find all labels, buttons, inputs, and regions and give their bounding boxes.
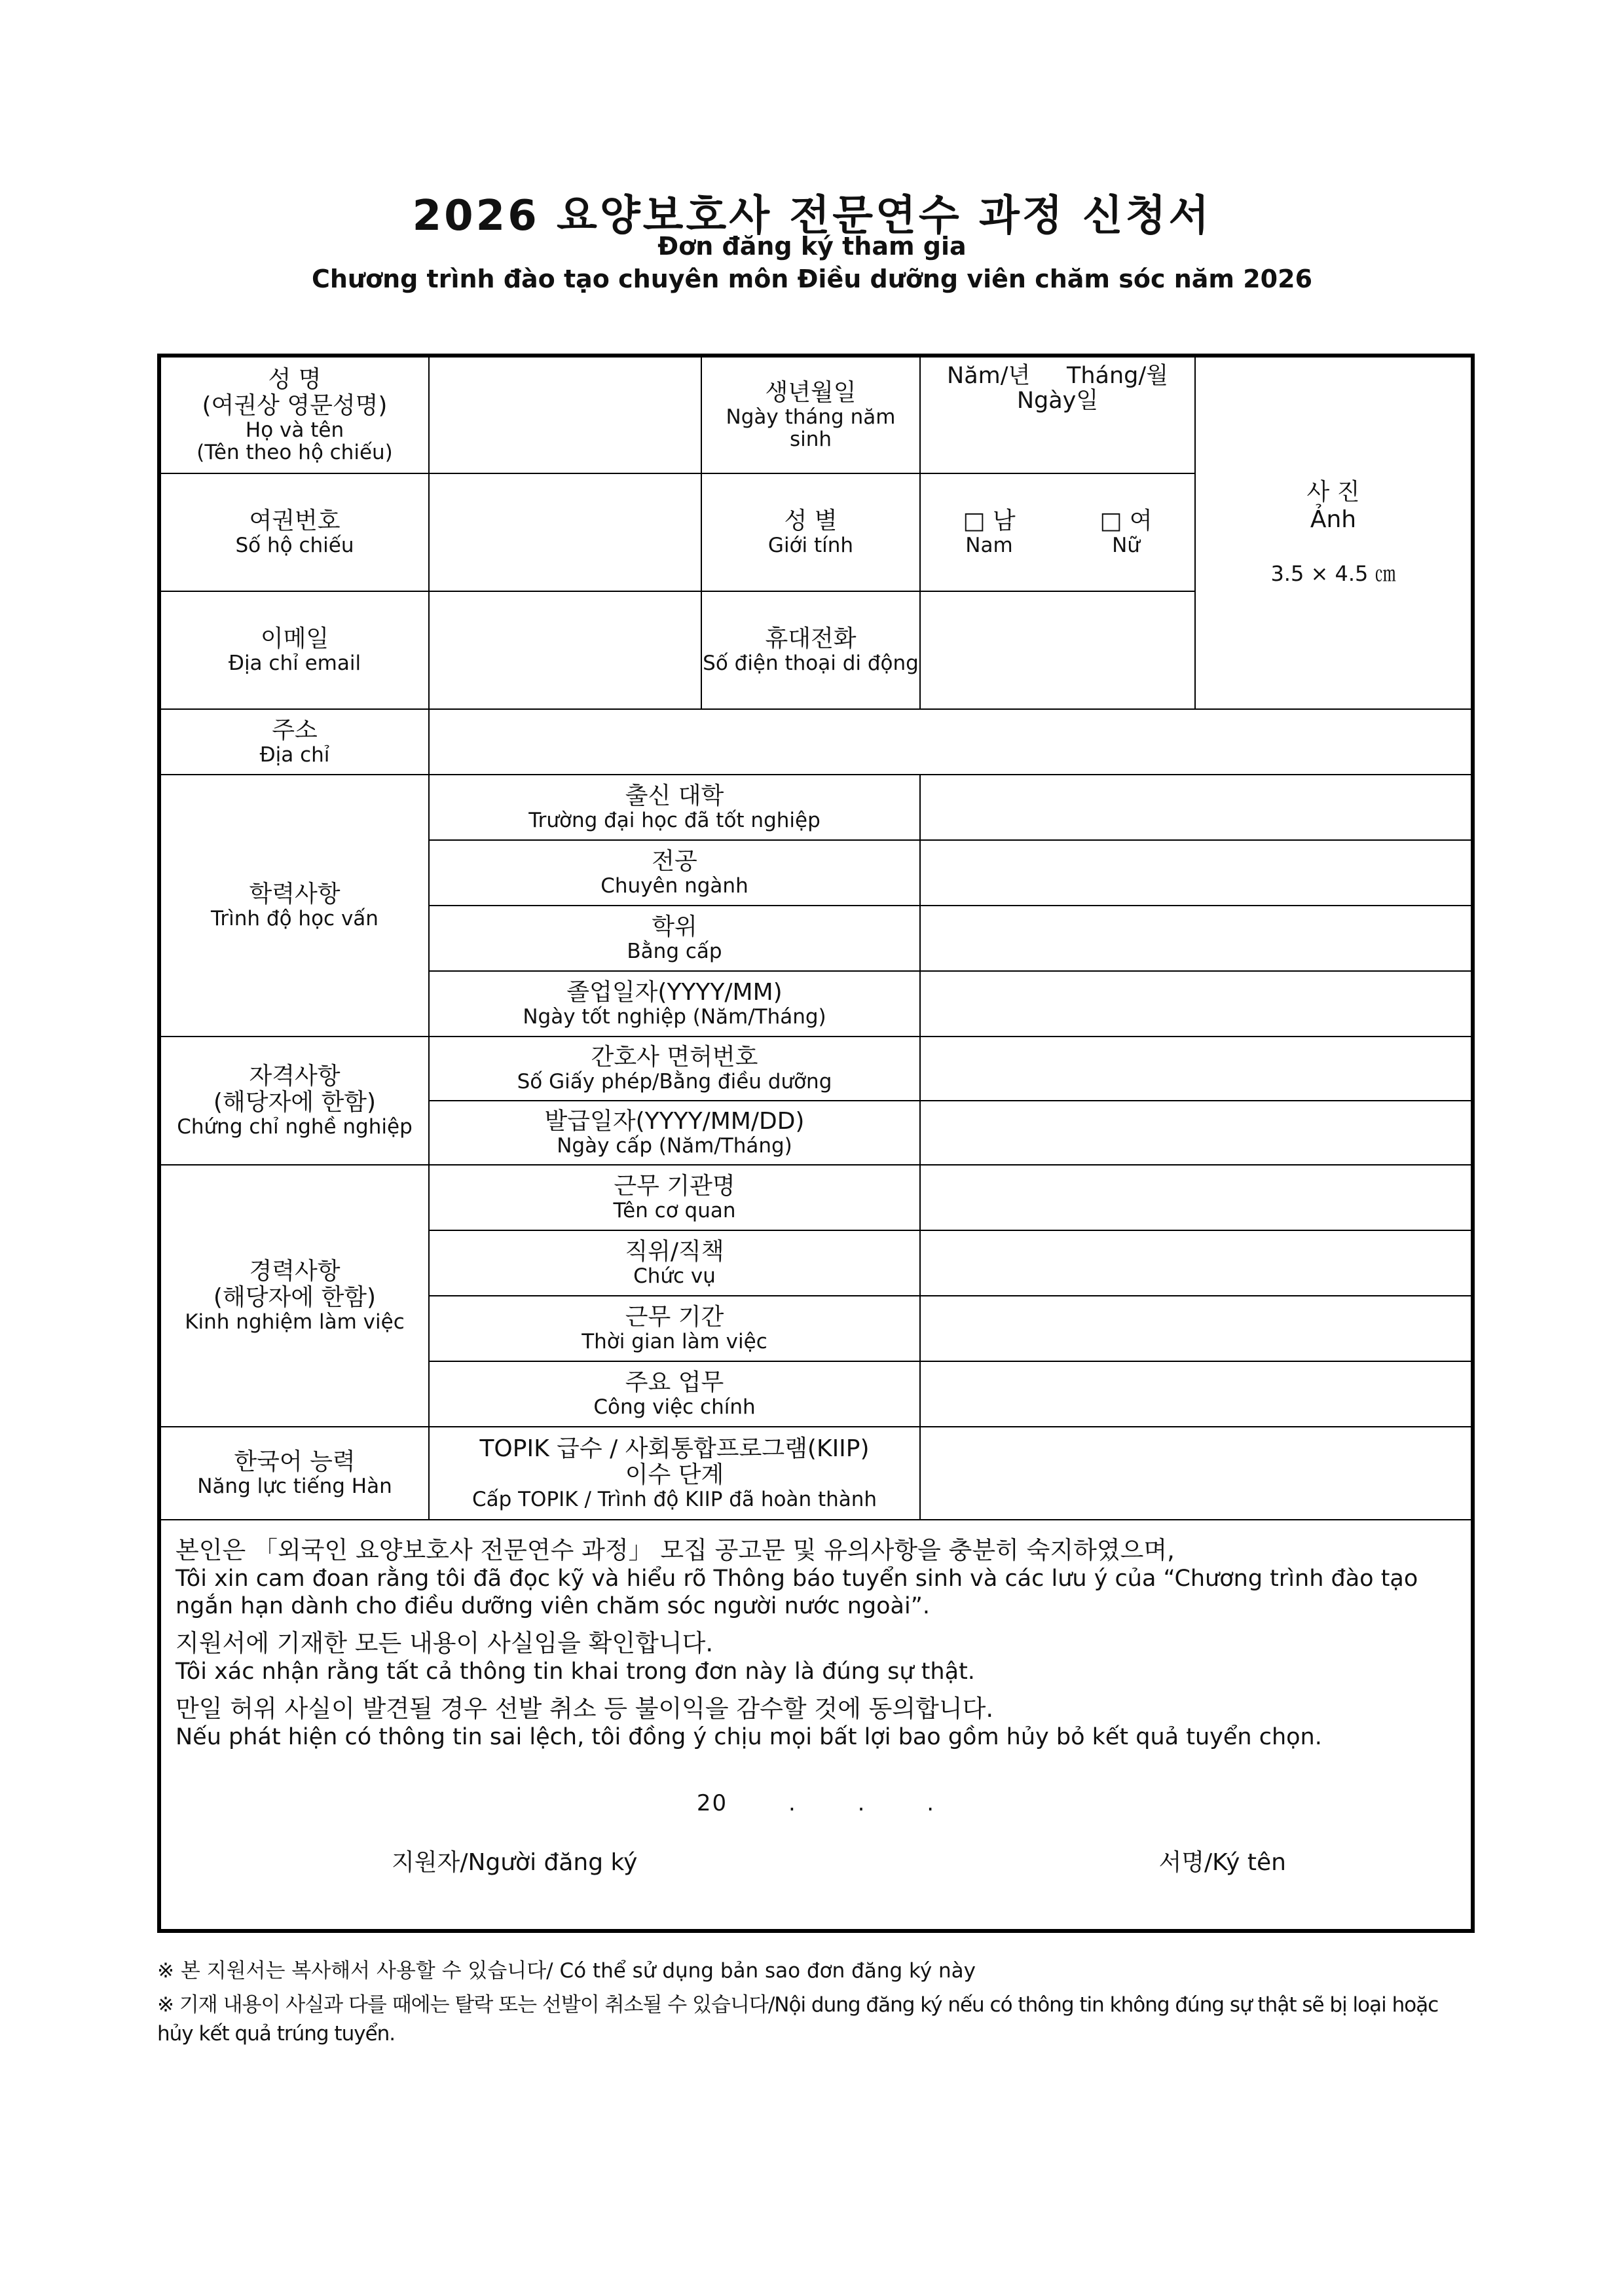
declaration-p1-vi: Tôi xin cam đoan rằng tôi đã đọc kỹ và hiểu rõ Thông báo tuyển sinh và các lưu ý của “Chương trình đào tạo ngắn hạn dành cho điều dưỡng viên chăm sóc người nước ngoài”.: [175, 1566, 1418, 1619]
address-label: [159, 709, 429, 775]
date-year: 20: [696, 1790, 728, 1816]
license-number-label-ko: 간호사 면허번호: [591, 1044, 758, 1071]
note-false-information: ※ 기재 내용이 사실과 다를 때에는 탈락 또는 선발이 취소될 수 있습니다/Nội dung đăng ký nếu có thông tin không đúng sự thật sẽ bị loại hoặc hủy kết quả trúng tuyển.: [157, 1993, 1439, 2046]
education-university-input[interactable]: [920, 775, 1473, 840]
korean-level-label: [429, 1427, 920, 1520]
application-form-table: [157, 354, 1475, 1933]
declaration-section: [159, 1520, 1473, 1931]
gender-input: [920, 473, 1195, 591]
position-label-ko: 직위/직책: [625, 1238, 724, 1265]
dob-label-ko: 생년월일: [765, 379, 857, 406]
form-title-korean: 2026 요양보호사 전문연수 과정 신청서: [412, 192, 1212, 240]
form-title-vietnamese-2: Chương trình đào tạo chuyên môn Điều dưỡng viên chăm sóc năm 2026: [311, 265, 1313, 293]
applicant-label: 지원자/Người đăng ký: [392, 1849, 638, 1876]
phone-input[interactable]: [920, 591, 1195, 709]
date-dot-3: .: [927, 1790, 936, 1816]
passport-label-vi: Số hộ chiếu: [235, 534, 354, 557]
gender-label: [701, 473, 920, 591]
gender-female-label: □ 여: [1099, 507, 1153, 534]
date-line[interactable]: [175, 1790, 1456, 1816]
passport-input[interactable]: [429, 473, 701, 591]
email-label: [159, 591, 429, 709]
form-title-vietnamese-1: Đơn đăng ký tham gia: [657, 232, 967, 261]
email-label-vi: Địa chỉ email: [228, 652, 361, 675]
education-label: [159, 775, 429, 1037]
korean-ability-label: [159, 1427, 429, 1520]
declaration-p2-ko: 지원서에 기재한 모든 내용이 사실임을 확인합니다.: [175, 1629, 714, 1657]
gender-male-checkbox[interactable]: [963, 508, 1015, 557]
license-issue-date-label-ko: 발급일자(YYYY/MM/DD): [544, 1108, 805, 1135]
declaration-p1-ko: 본인은 「외국인 요양보호사 전문연수 과정」 모집 공고문 및 유의사항을 충분히 숙지하였으며,: [175, 1536, 1175, 1564]
career-label-ko2: (해당자에 한함): [213, 1284, 377, 1311]
name-label: [159, 356, 429, 473]
korean-ability-label-vi: Năng lực tiếng Hàn: [197, 1475, 392, 1498]
organization-label-ko: 근무 기관명: [614, 1173, 735, 1200]
passport-label: [159, 473, 429, 591]
license-label-ko2: (해당자에 한함): [213, 1089, 377, 1116]
license-label-vi: Chứng chỉ nghề nghiệp: [177, 1115, 413, 1139]
photo-label-ko: 사 진: [1306, 479, 1360, 505]
address-label-ko: 주소: [272, 717, 318, 744]
education-major-input[interactable]: [920, 840, 1473, 906]
duties-label-vi: Công việc chính: [593, 1395, 756, 1419]
korean-level-input[interactable]: [920, 1427, 1473, 1520]
license-number-input[interactable]: [920, 1037, 1473, 1101]
education-label-ko: 학력사항: [249, 881, 341, 908]
name-label-ko2: (여권상 영문성명): [202, 392, 388, 419]
career-label-ko: 경력사항: [249, 1258, 341, 1285]
email-input[interactable]: [429, 591, 701, 709]
duties-label-ko: 주요 업무: [625, 1369, 724, 1396]
name-label-ko: 성 명: [268, 366, 322, 393]
gender-label-vi: Giới tính: [767, 534, 854, 557]
education-degree-label: [429, 906, 920, 971]
license-label: [159, 1037, 429, 1165]
korean-level-label-ko1: TOPIK 급수 / 사회통합프로그램(KIIP): [479, 1435, 870, 1462]
major-label-vi: Chuyên ngành: [600, 874, 748, 898]
photo-size: 3.5 × 4.5 ㎝: [1270, 561, 1396, 586]
university-label-vi: Trường đại học đã tốt nghiệp: [528, 809, 821, 832]
graduation-date-label-vi: Ngày tốt nghiệp (Năm/Tháng): [523, 1005, 826, 1029]
passport-label-ko: 여권번호: [249, 507, 341, 534]
license-label-ko: 자격사항: [249, 1063, 341, 1090]
career-position-label: [429, 1230, 920, 1296]
gender-female-checkbox[interactable]: [1099, 508, 1152, 557]
email-label-ko: 이메일: [260, 625, 329, 652]
korean-ability-label-ko: 한국어 능력: [234, 1448, 356, 1475]
career-position-input[interactable]: [920, 1230, 1473, 1296]
license-issue-date-input[interactable]: [920, 1101, 1473, 1165]
career-period-label: [429, 1296, 920, 1361]
declaration-p2-vi: Tôi xác nhận rằng tất cả thông tin khai trong đơn này là đúng sự thật.: [175, 1659, 975, 1685]
gender-label-ko: 성 별: [784, 507, 838, 534]
career-label-vi: Kinh nghiệm làm việc: [185, 1310, 405, 1334]
license-number-label: [429, 1037, 920, 1101]
declaration-p3-vi: Nếu phát hiện có thông tin sai lệch, tôi đồng ý chịu mọi bất lợi bao gồm hủy bỏ kết quả tuyển chọn.: [175, 1724, 1322, 1750]
career-duties-input[interactable]: [920, 1361, 1473, 1427]
dob-format-year-month: Năm/년 Tháng/월: [947, 363, 1168, 389]
dob-input[interactable]: [920, 356, 1195, 473]
organization-label-vi: Tên cơ quan: [613, 1199, 736, 1222]
gender-male-label-vi: Nam: [965, 534, 1013, 557]
university-label-ko: 출신 대학: [625, 782, 724, 809]
gender-male-label: □ 남: [963, 507, 1016, 534]
name-label-vi: Họ và tên: [245, 418, 344, 442]
degree-label-ko: 학위: [652, 913, 697, 940]
license-issue-date-label: [429, 1101, 920, 1165]
address-label-vi: Địa chỉ: [259, 743, 330, 767]
dob-format-day: Ngày일: [1016, 388, 1099, 414]
signature-label[interactable]: 서명/Ký tên: [1158, 1849, 1286, 1876]
education-university-label: [429, 775, 920, 840]
photo-label-vi: Ảnh: [1310, 506, 1357, 533]
dob-label: [701, 356, 920, 473]
date-dot-1: .: [788, 1790, 797, 1816]
education-graduation-date-input[interactable]: [920, 971, 1473, 1037]
address-input[interactable]: [429, 709, 1473, 775]
career-label: [159, 1165, 429, 1427]
korean-level-label-vi: Cấp TOPIK / Trình độ KIIP đã hoàn thành: [471, 1488, 877, 1511]
position-label-vi: Chức vụ: [633, 1264, 716, 1288]
degree-label-vi: Bằng cấp: [627, 940, 722, 963]
career-organization-input[interactable]: [920, 1165, 1473, 1230]
dob-label-vi: Ngày tháng năm sinh: [726, 405, 896, 451]
education-degree-input[interactable]: [920, 906, 1473, 971]
phone-label: [701, 591, 920, 709]
education-major-label: [429, 840, 920, 906]
license-number-label-vi: Số Giấy phép/Bằng điều dưỡng: [517, 1070, 832, 1093]
gender-female-label-vi: Nữ: [1112, 534, 1140, 557]
declaration-p3-ko: 만일 허위 사실이 발견될 경우 선발 취소 등 불이익을 감수할 것에 동의합니다.: [175, 1695, 994, 1723]
note-copy-allowed: ※ 본 지원서는 복사해서 사용할 수 있습니다/ Có thể sử dụng bản sao đơn đăng ký này: [157, 1959, 976, 1983]
name-label-vi2: (Tên theo hộ chiếu): [196, 441, 393, 464]
phone-label-ko: 휴대전화: [765, 625, 857, 652]
korean-level-label-ko2: 이수 단계: [625, 1461, 724, 1488]
career-organization-label: [429, 1165, 920, 1230]
name-input[interactable]: [429, 356, 701, 473]
phone-label-vi: Số điện thoại di động: [703, 652, 919, 675]
career-period-input[interactable]: [920, 1296, 1473, 1361]
education-graduation-date-label: [429, 971, 920, 1037]
graduation-date-label-ko: 졸업일자(YYYY/MM): [566, 979, 783, 1006]
career-duties-label: [429, 1361, 920, 1427]
period-label-ko: 근무 기간: [625, 1304, 724, 1331]
period-label-vi: Thời gian làm việc: [581, 1330, 767, 1353]
major-label-ko: 전공: [652, 848, 697, 875]
date-dot-2: .: [857, 1790, 866, 1816]
license-issue-date-label-vi: Ngày cấp (Năm/Tháng): [557, 1134, 792, 1158]
photo-box[interactable]: [1195, 356, 1473, 709]
education-label-vi: Trình độ học vấn: [211, 907, 378, 930]
